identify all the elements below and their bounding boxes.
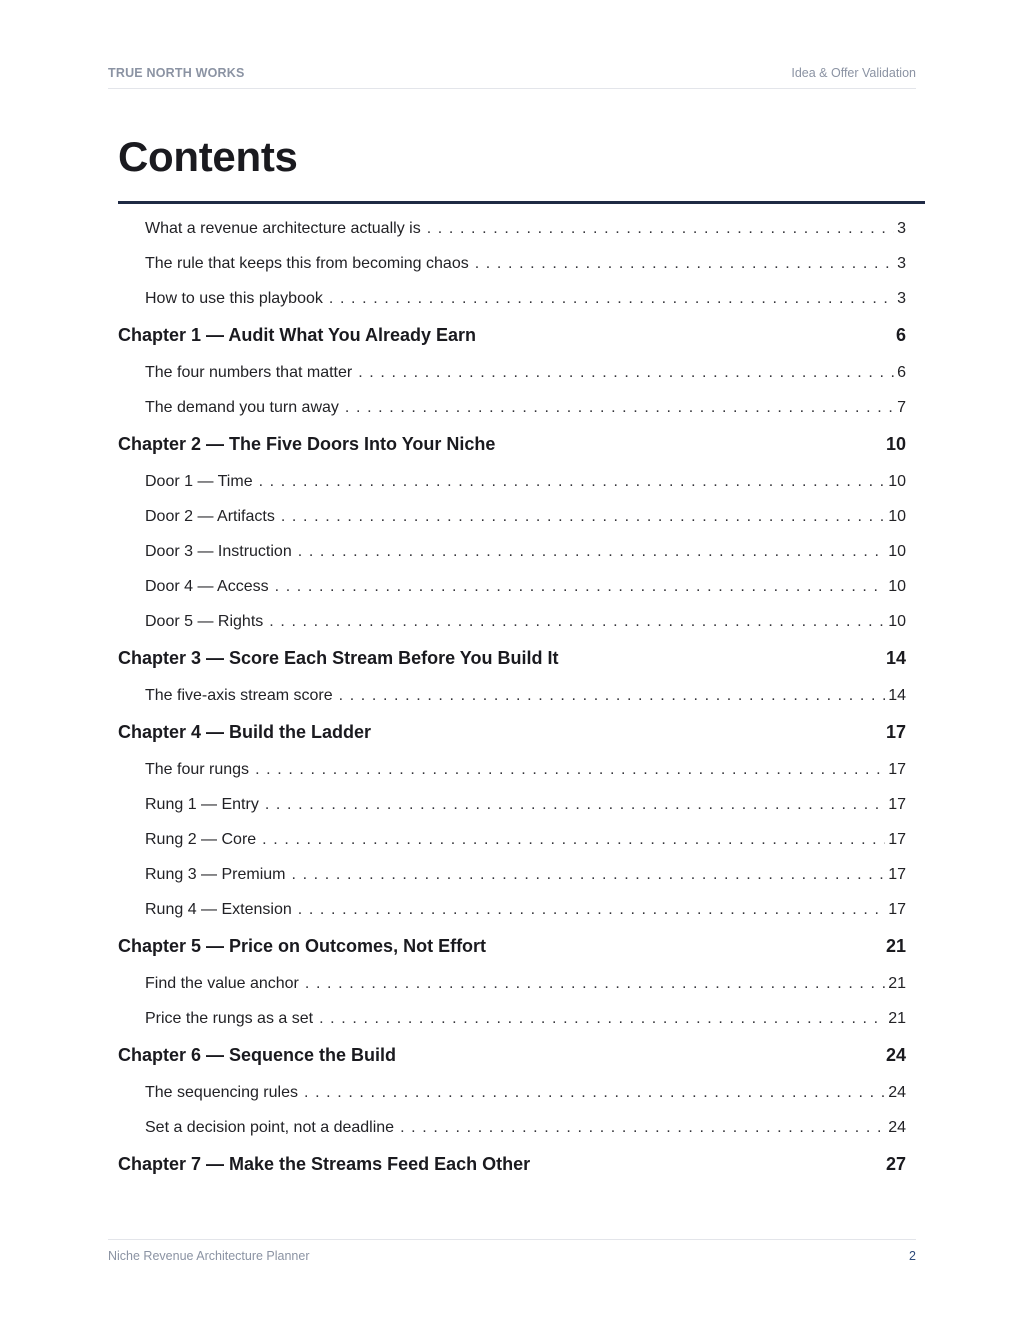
toc-section-entry[interactable] [118,892,906,927]
toc-entry-label: Chapter 4 — Build the Ladder [118,722,372,742]
toc-entry-page: 10 [888,613,906,630]
toc-entry-label: Chapter 1 — Audit What You Already Earn [118,325,477,345]
toc-entry-label: Chapter 5 — Price on Outcomes, Not Effort [118,936,487,956]
toc-section-entry[interactable] [118,499,906,534]
dot-leader [400,1110,885,1145]
toc-section-entry[interactable] [118,604,906,639]
toc-entry-label: The rule that keeps this from becoming chaos [145,255,469,272]
toc-chapter-entry[interactable] [118,928,906,965]
toc-entry-page: 10 [888,508,906,525]
toc-entry-label: Rung 4 — Extension [145,901,292,918]
toc-entry-page: 17 [888,761,906,778]
toc-entry-label: Door 1 — Time [145,473,253,490]
toc-entry-page: 3 [897,255,906,272]
toc-entry-label: Chapter 3 — Score Each Stream Before You Build It [118,648,559,668]
toc-entry-page: 6 [895,325,906,345]
toc-section-entry[interactable] [118,534,906,569]
page-footer [108,1239,916,1266]
toc-entry-label: Rung 1 — Entry [145,796,259,813]
dot-leader [259,464,886,499]
page-number: 2 [909,1249,916,1263]
brand-name: TRUE NORTH WORKS [108,66,245,80]
section-name: Idea & Offer Validation [791,66,916,80]
toc-entry-label: Chapter 6 — Sequence the Build [118,1045,397,1065]
toc-entry-page: 10 [888,473,906,490]
toc-entry-page: 3 [897,220,906,237]
toc-section-entry[interactable] [118,569,906,604]
dot-leader [329,281,894,316]
dot-leader [298,534,885,569]
toc-section-entry[interactable] [118,857,906,892]
toc-section-entry[interactable] [118,281,906,316]
toc-entry-label: Rung 3 — Premium [145,866,286,883]
toc-entry-label: Set a decision point, not a deadline [145,1119,395,1136]
toc-entry-label: The five-axis stream score [145,687,333,704]
toc-entry-page: 3 [897,290,906,307]
toc-entry-page: 14 [885,648,906,668]
toc-entry-page: 17 [888,831,906,848]
toc-chapter-entry[interactable] [118,426,906,463]
toc-chapter-entry[interactable] [118,317,906,354]
toc-entry-label: The sequencing rules [145,1084,298,1101]
toc-entry-label: How to use this playbook [145,290,323,307]
dot-leader [305,966,885,1001]
toc-entry-page: 24 [885,1045,906,1065]
toc-entry-label: What a revenue architecture actually is [145,220,421,237]
toc-entry-page: 10 [885,434,906,454]
toc-entry-label: Rung 2 — Core [145,831,257,848]
toc-entry-label: Find the value anchor [145,975,299,992]
title-divider [118,201,925,204]
toc-section-entry[interactable] [118,678,906,713]
toc-section-entry[interactable] [118,355,906,390]
dot-leader [475,246,894,281]
toc-section-entry[interactable] [118,1001,906,1036]
toc-entry-page: 10 [888,543,906,560]
toc-section-entry[interactable] [118,822,906,857]
dot-leader [358,355,894,390]
dot-leader [255,752,885,787]
toc-entry-label: Chapter 7 — Make the Streams Feed Each Other [118,1154,531,1174]
toc-entry-label: Door 4 — Access [145,578,269,595]
toc-entry-page: 27 [885,1154,906,1174]
toc-entry-page: 21 [885,936,906,956]
toc-entry-page: 17 [888,866,906,883]
dot-leader [345,390,894,425]
toc-section-entry[interactable] [118,211,906,246]
toc-entry-page: 14 [888,687,906,704]
toc-entry-page: 17 [888,796,906,813]
document-title: Niche Revenue Architecture Planner [108,1249,310,1263]
page-title: Contents [118,133,298,180]
dot-leader [292,857,886,892]
dot-leader [269,604,885,639]
toc-section-entry[interactable] [118,390,906,425]
toc-entry-page: 6 [897,364,906,381]
toc-entry-page: 24 [888,1119,906,1136]
page-header [108,66,916,89]
toc-section-entry[interactable] [118,464,906,499]
toc-entry-page: 7 [897,399,906,416]
toc-entry-label: The four rungs [145,761,250,778]
toc-entry-label: Chapter 2 — The Five Doors Into Your Niche [118,434,496,454]
dot-leader [319,1001,885,1036]
dot-leader [265,787,885,822]
toc-entry-label: The four numbers that matter [145,364,353,381]
toc-entry-page: 17 [888,901,906,918]
table-of-contents [118,211,906,1184]
dot-leader [339,678,886,713]
toc-section-entry[interactable] [118,787,906,822]
toc-entry-page: 21 [888,1010,906,1027]
dot-leader [304,1075,885,1110]
toc-entry-label: Door 2 — Artifacts [145,508,275,525]
toc-chapter-entry[interactable] [118,714,906,751]
toc-entry-label: Door 3 — Instruction [145,543,292,560]
toc-section-entry[interactable] [118,246,906,281]
toc-entry-label: Door 5 — Rights [145,613,264,630]
toc-entry-page: 24 [888,1084,906,1101]
dot-leader [281,499,885,534]
toc-section-entry[interactable] [118,752,906,787]
toc-section-entry[interactable] [118,1110,906,1145]
dot-leader [427,211,894,246]
dot-leader [262,822,885,857]
toc-entry-page: 10 [888,578,906,595]
toc-section-entry[interactable] [118,966,906,1001]
dot-leader [298,892,885,927]
toc-entry-label: Price the rungs as a set [145,1010,314,1027]
toc-chapter-entry[interactable] [118,1146,906,1183]
toc-entry-label: The demand you turn away [145,399,339,416]
toc-entry-page: 17 [885,722,906,742]
toc-section-entry[interactable] [118,1075,906,1110]
toc-chapter-entry[interactable] [118,1037,906,1074]
dot-leader [275,569,886,604]
toc-chapter-entry[interactable] [118,640,906,677]
toc-entry-page: 21 [888,975,906,992]
